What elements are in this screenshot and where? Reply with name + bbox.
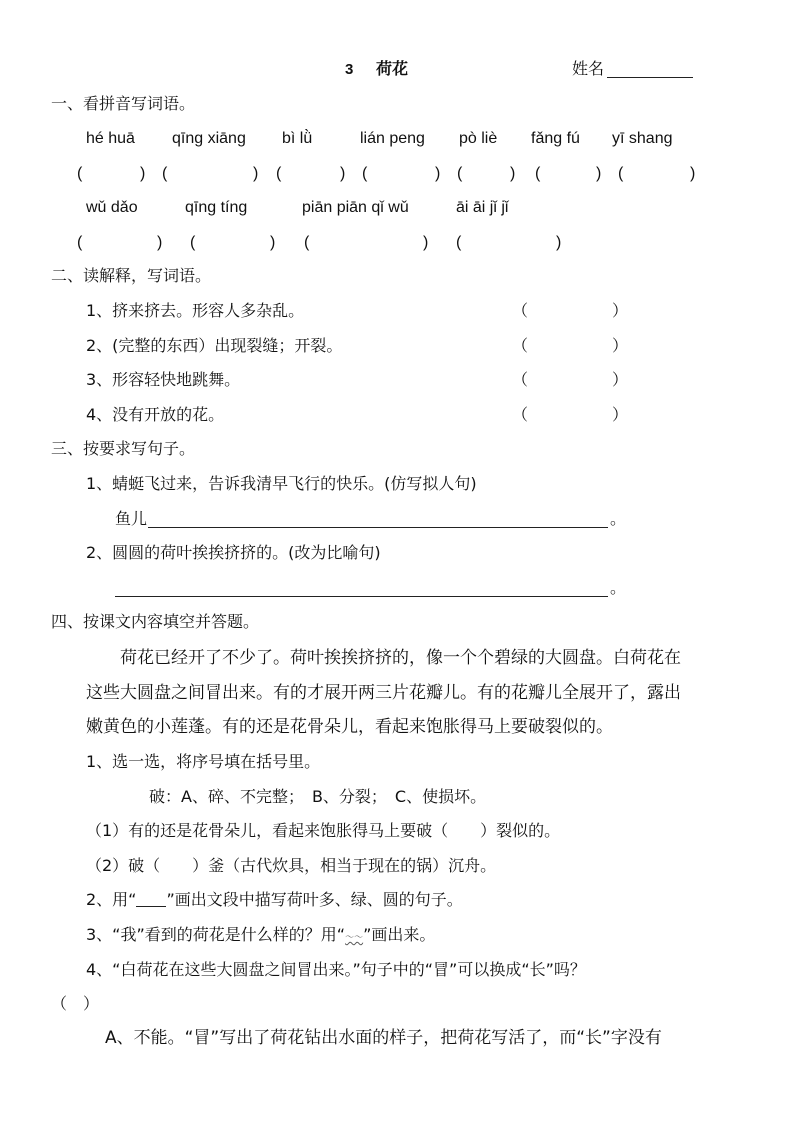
definition-item-1: 1、挤来挤去。形容人多杂乱。 — [86, 301, 305, 320]
answer-close-1[interactable]: ） — [612, 301, 629, 320]
question-3: 3、“我”看到的荷花是什么样的？用“～～”画出来。 — [86, 925, 436, 944]
definition-item-2: 2、(完整的东西）出现裂缝；开裂。 — [86, 336, 343, 355]
answer-close-3[interactable]: ） — [612, 370, 629, 389]
period-mark: 。 — [610, 509, 627, 528]
pinyin-item: piān piān qǐ wǔ — [302, 199, 409, 216]
lesson-number: 3 — [345, 61, 354, 78]
section3-heading: 三、按要求写句子。 — [51, 439, 196, 458]
pinyin-item: qīng xiāng — [172, 130, 246, 147]
pinyin-item: āi āi jǐ jǐ — [456, 199, 509, 216]
pinyin-item: fǎng fú — [531, 130, 580, 147]
worksheet-page: 3 荷花 姓名 一、看拼音写词语。 hé huā qīng xiāng bì lǜ lián peng pò liè fǎng fú yī shang ( ) ( ) ( ) ( ) ( ) ( ) ( ) wǔ dǎo qīng tíng piān piān qǐ wǔ āi āi jǐ jǐ ( ) ( ) ( ) ( ) 二、读解释，写词语。 1、挤来挤去。形容人多杂乱。 （ ） 2、(完整的东西）出现裂缝；开裂。 （ ） 3、形容轻快地跳舞。 （ ） 4、没有开放的花。 （ ） 三、按要求写句子。 1、蜻蜓飞过来，告诉我清早飞行的快乐。(仿写拟人句) 鱼儿 。 2、圆圆的荷叶挨挨挤挤的。(改为比喻句) 。 四、按课文内容填空并答题。 荷花已经开了不少了。荷叶挨挨挤挤的，像一个个碧绿的大圆盘。白荷花在 这些大圆盘之间冒出来。有的才展开两三片花瓣儿。有的花瓣儿全展开了，露出 嫩黄色的小莲蓬。有的还是花骨朵儿，看起来饱胀得马上要破裂似的。 1、选一选，将序号填在括号里。 破：A、碎、不完整； B、分裂； C、使损坏。 （1）有的还是花骨朵儿，看起来饱胀得马上要破（ ）裂似的。 （2）破（ ）釜（古代炊具，相当于现在的锅）沉舟。 2、用“ ”画出文段中描写荷叶多、绿、圆的句子。 3、“我”看到的荷花是什么样的？用“～～”画出来。 4、“白荷花在这些大圆盘之间冒出来。”句子中的“冒”可以换成“长”吗？ （ ） A、不能。“冒”写出了荷花钻出水面的样子，把荷花写活了，而“长”字没有 — [51, 59, 696, 1048]
passage-line: 嫩黄色的小莲蓬。有的还是花骨朵儿，看起来饱胀得马上要破裂似的。 — [86, 717, 613, 737]
underline-sample — [136, 905, 166, 907]
answer-prefix: 鱼儿 — [115, 509, 148, 528]
answer-option-a: A、不能。“冒”写出了荷花钻出水面的样子，把荷花写活了，而“长”字没有 — [105, 1028, 662, 1048]
answer-line-1[interactable] — [148, 527, 608, 528]
name-blank[interactable] — [607, 77, 693, 78]
answer-open-1[interactable]: （ — [512, 301, 529, 320]
choice-sub-2: （2）破（ ）釜（古代炊具，相当于现在的锅）沉舟。 — [86, 856, 497, 875]
answer-line-2[interactable] — [115, 596, 608, 597]
pinyin-item: hé huā — [86, 130, 135, 147]
pinyin-item: bì lǜ — [282, 130, 313, 147]
answer-bracket-q4[interactable]: （ ） — [51, 994, 100, 1013]
pinyin-item: qīng tíng — [185, 199, 248, 216]
name-label: 姓名 — [572, 59, 605, 78]
wavy-line-sample: ～～ — [345, 933, 364, 943]
answer-open-3[interactable]: （ — [512, 370, 529, 389]
choice-options: 破：A、碎、不完整； B、分裂； C、使损坏。 — [149, 787, 487, 806]
sentence-question-1: 1、蜻蜓飞过来，告诉我清早飞行的快乐。(仿写拟人句) — [86, 474, 477, 493]
section4-heading: 四、按课文内容填空并答题。 — [51, 612, 260, 631]
pinyin-item: yī shang — [612, 130, 673, 147]
choice-question: 1、选一选，将序号填在括号里。 — [86, 752, 321, 771]
period-mark: 。 — [610, 578, 627, 597]
pinyin-item: lián peng — [360, 130, 425, 147]
section2-heading: 二、读解释，写词语。 — [51, 266, 212, 285]
answer-close-4[interactable]: ） — [612, 405, 629, 424]
answer-open-2[interactable]: （ — [512, 336, 529, 355]
question-2: 2、用“ ”画出文段中描写荷叶多、绿、圆的句子。 — [86, 890, 463, 909]
definition-item-3: 3、形容轻快地跳舞。 — [86, 370, 241, 389]
choice-sub-1: （1）有的还是花骨朵儿，看起来饱胀得马上要破（ ）裂似的。 — [86, 821, 561, 840]
passage-line: 这些大圆盘之间冒出来。有的才展开两三片花瓣儿。有的花瓣儿全展开了，露出 — [86, 683, 681, 703]
sentence-question-2: 2、圆圆的荷叶挨挨挤挤的。(改为比喻句) — [86, 543, 381, 562]
answer-open-4[interactable]: （ — [512, 405, 529, 424]
question-4: 4、“白荷花在这些大圆盘之间冒出来。”句子中的“冒”可以换成“长”吗？ — [86, 960, 586, 979]
pinyin-item: pò liè — [459, 130, 498, 147]
definition-item-4: 4、没有开放的花。 — [86, 405, 225, 424]
answer-close-2[interactable]: ） — [612, 336, 629, 355]
page-title: 荷花 — [376, 59, 409, 78]
pinyin-item: wǔ dǎo — [86, 199, 138, 216]
section1-heading: 一、看拼音写词语。 — [51, 94, 196, 113]
passage-line: 荷花已经开了不少了。荷叶挨挨挤挤的，像一个个碧绿的大圆盘。白荷花在 — [120, 648, 681, 668]
